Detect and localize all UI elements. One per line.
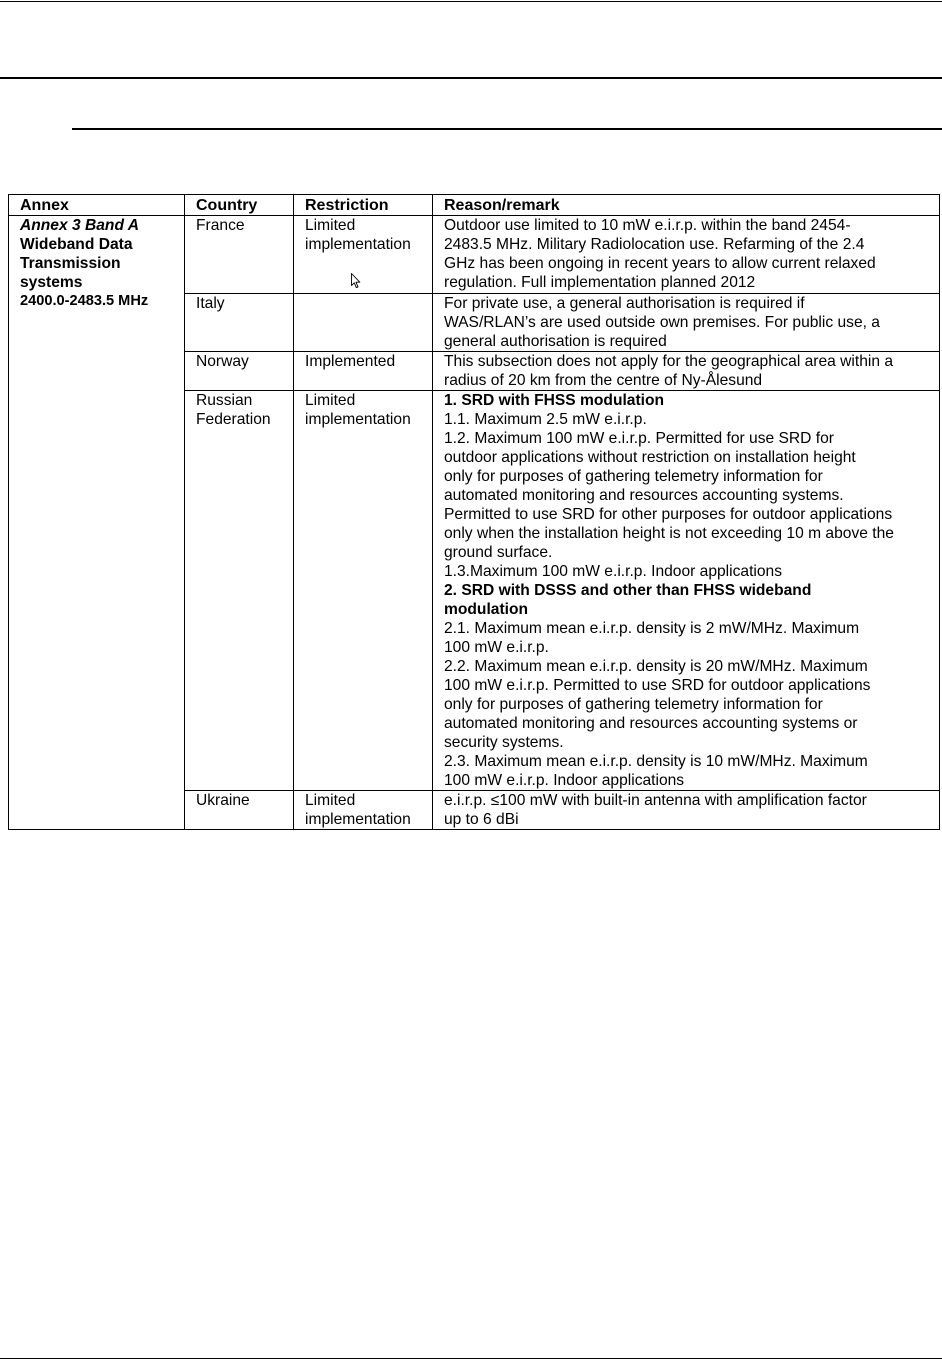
remark-cell <box>433 294 940 352</box>
annex-line-3: Transmission <box>20 255 121 272</box>
bottom-rule <box>0 1358 942 1359</box>
country-ukraine: Ukraine <box>196 792 250 809</box>
remark-line: 2.2. Maximum mean e.i.r.p. density is 20 mW/MHz. Maximum <box>444 658 868 675</box>
remark-line: Permitted to use SRD for other purposes for outdoor applications <box>444 506 893 523</box>
top-rule <box>0 1 942 2</box>
remark-line: 100 mW e.i.r.p. Permitted to use SRD for outdoor applications <box>444 677 871 694</box>
annex-band: 2400.0-2483.5 MHz <box>20 293 149 309</box>
remark-line: This subsection does not apply for the geographical area within a <box>444 353 894 370</box>
remark-line: automated monitoring and resources accounting systems. <box>444 487 844 504</box>
annex-table <box>8 194 940 830</box>
header-reason: Reason/remark <box>433 195 940 216</box>
remark-line: Outdoor use limited to 10 mW e.i.r.p. within the band 2454- <box>444 217 851 234</box>
remark-line: 100 mW e.i.r.p. <box>444 639 549 656</box>
remark-line: 1.3.Maximum 100 mW e.i.r.p. Indoor applications <box>444 563 783 580</box>
remark-heading: 1. SRD with FHSS modulation <box>444 392 665 409</box>
remark-line: general authorisation is required <box>444 333 667 350</box>
remark-heading: 2. SRD with DSSS and other than FHSS wideband <box>444 582 812 599</box>
remark-cell <box>433 216 940 294</box>
restriction-russian-federation: Limited implementation <box>305 392 411 428</box>
annex-cell <box>9 216 185 830</box>
remark-line: GHz has been ongoing in recent years to allow current relaxed <box>444 255 876 272</box>
annex-line-4: systems <box>20 274 83 291</box>
remark-line: security systems. <box>444 734 564 751</box>
country-cell <box>185 294 294 352</box>
country-russian-federation: Russian Federation <box>196 392 271 428</box>
table-row-france <box>9 216 940 294</box>
remark-line: e.i.r.p. ≤100 mW with built-in antenna with amplification factor <box>444 792 867 809</box>
remark-line: up to 6 dBi <box>444 811 519 828</box>
section-rule <box>72 128 942 130</box>
restriction-cell <box>294 352 433 391</box>
header-annex: Annex <box>9 195 185 216</box>
country-cell <box>185 791 294 830</box>
annex-title: Annex 3 Band A <box>20 217 139 234</box>
restriction-cell <box>294 216 433 294</box>
restriction-france: Limited implementation <box>305 217 411 253</box>
remark-line: For private use, a general authorisation is required if <box>444 295 805 312</box>
restriction-cell <box>294 294 433 352</box>
annex-line-2: Wideband Data <box>20 236 133 253</box>
remark-line: WAS/RLAN’s are used outside own premises. For public use, a <box>444 314 880 331</box>
country-italy: Italy <box>196 295 225 312</box>
country-cell <box>185 391 294 791</box>
remark-line: 100 mW e.i.r.p. Indoor applications <box>444 772 685 789</box>
remark-line: regulation. Full implementation planned 2012 <box>444 274 756 291</box>
remark-line: 2483.5 MHz. Military Radiolocation use. Refarming of the 2.4 <box>444 236 865 253</box>
country-cell <box>185 216 294 294</box>
remark-line: ground surface. <box>444 544 553 561</box>
mouse-pointer-icon <box>351 273 361 289</box>
table-header-row <box>9 195 940 216</box>
restriction-cell <box>294 791 433 830</box>
remark-line: radius of 20 km from the centre of Ny-Ålesund <box>444 372 763 389</box>
remark-line: only for purposes of gathering telemetry information for <box>444 468 823 485</box>
remark-line: only for purposes of gathering telemetry information for <box>444 696 823 713</box>
remark-line: 1.1. Maximum 2.5 mW e.i.r.p. <box>444 411 647 428</box>
remark-line: outdoor applications without restriction on installation height <box>444 449 856 466</box>
header-country: Country <box>185 195 294 216</box>
remark-cell <box>433 391 940 791</box>
remark-line: only when the installation height is not exceeding 10 m above the <box>444 525 894 542</box>
remark-heading: modulation <box>444 601 529 618</box>
header-rule <box>0 77 942 79</box>
country-cell <box>185 352 294 391</box>
restriction-cell <box>294 391 433 791</box>
remark-line: automated monitoring and resources accounting systems or <box>444 715 858 732</box>
country-norway: Norway <box>196 353 249 370</box>
country-france: France <box>196 217 245 234</box>
restriction-ukraine: Limited implementation <box>305 792 411 828</box>
remark-cell <box>433 791 940 830</box>
restriction-norway: Implemented <box>305 353 396 370</box>
remark-line: 1.2. Maximum 100 mW e.i.r.p. Permitted for use SRD for <box>444 430 834 447</box>
remark-line: 2.3. Maximum mean e.i.r.p. density is 10 mW/MHz. Maximum <box>444 753 868 770</box>
header-restriction: Restriction <box>294 195 433 216</box>
remark-cell <box>433 352 940 391</box>
remark-line: 2.1. Maximum mean e.i.r.p. density is 2 mW/MHz. Maximum <box>444 620 860 637</box>
